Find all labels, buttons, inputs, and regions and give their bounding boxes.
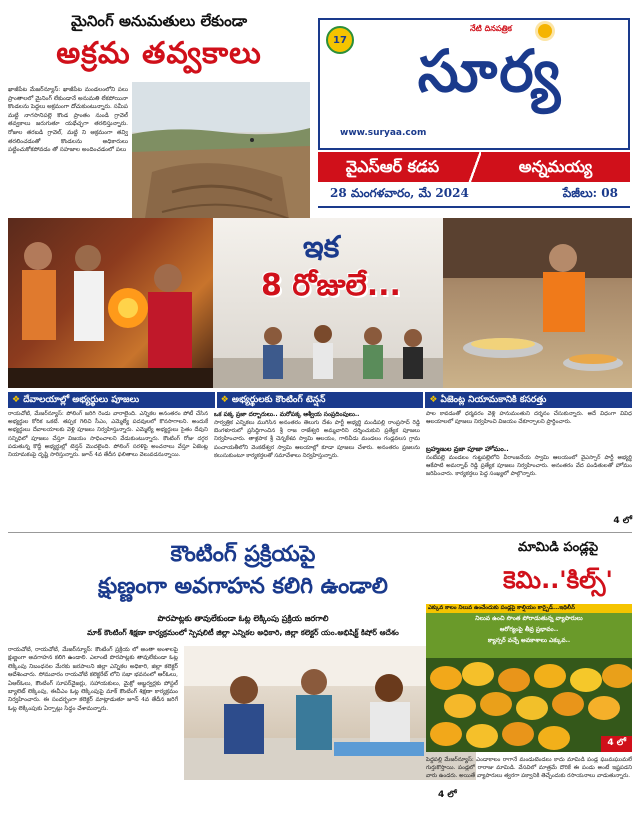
food-offering-photo xyxy=(443,218,632,388)
counting-subhead-1: పొరపాట్లకు తావులేకుండా ఓట్ల లెక్కింపు ప్రక్రియ జరగాలి xyxy=(157,614,329,623)
mango-kicker: మామిడి పండ్లపై xyxy=(517,540,599,555)
column-2-body: సార్వత్రిక ఎన్నికలు ముగిసిన అనంతరం తెలుగు దేశం పార్టీ అభ్యర్థి మండిపల్లి రాంప్రసాద్ రెడ్డి బెంగళూరులో ప్రసిద్ధిగాంచిన శ్రీ రాజ రాజేశ్వరి అమ్మవారిని దర్శించుకుని ప్రత్యేక పూజలు నిర్వహించారు. తాళ్లపాక శ్రీ చెన్నకేశవ స్వామి ఆలయం, గాలివీడు మండలం గండ్లవలస గ్రామ పంచాయతీలోని వెంకటేశ్వర స్వామి ఆలయాల్లో కూడా పూజలు చేశారు. అనంతరం ప్రజలను కలుసుకుంటూ కార్యకర్తలతో సమావేశాలు నిర్వహిస్తున్నారు. xyxy=(214,420,420,459)
offering-scene-illustration xyxy=(443,218,632,388)
banner-tabs xyxy=(8,392,632,408)
edition-left: వైఎస్ఆర్ కడప xyxy=(318,152,467,182)
banner-tab-1-label: దేవాలయాల్లో అభ్యర్థులు పూజలు xyxy=(23,395,140,405)
page-count: పేజీలు: 08 xyxy=(562,185,618,200)
column-3-page-ref[interactable]: 4 లో xyxy=(613,516,632,526)
mango-strap-4: క్యాన్సర్ వచ్చే అవకాశాలు ఎక్కువ.. xyxy=(487,637,571,644)
column-3-body-2: సంబేపల్లె మండలం గుట్టపల్లెలోని వీరాంజనేయ స్వామి ఆలయంలో వైఎస్సార్ పార్టీ అభ్యర్థి ఆకేపాటి అమర్నాథ్ రెడ్డి ప్రత్యేక పూజలు నిర్వహించారు. అనంతరం వేద పండితులతో హోమం జరిపించారు. కార్యకర్తలు పెద్ద సంఖ్యలో పాల్గొన్నారు. xyxy=(426,455,632,478)
anniversary-number: 17 xyxy=(333,35,347,46)
banner-center xyxy=(213,218,443,388)
banner-photo-strip xyxy=(8,218,632,388)
tab-bullet-icon: ❖ xyxy=(12,395,24,405)
counting-page-ref[interactable]: 4 లో xyxy=(438,790,457,800)
dateline-bar xyxy=(318,182,630,208)
column-3-body: పాల కావడంతో ధర్మవరం వెళ్లి హనుమంతుని దర్శనం చేసుకున్నారు. అదే విధంగా వివిధ ఆలయాలలో పూజలు నిర్వహించి విజయం చేకూర్చాలని ప్రార్థించారు. xyxy=(426,411,632,426)
masthead xyxy=(318,18,630,150)
tab-bullet-icon: ❖ xyxy=(220,395,232,405)
mining-site-photo xyxy=(132,82,310,238)
tab-bullet-icon: ❖ xyxy=(429,395,441,405)
mango-page-ref[interactable]: 4 లో xyxy=(601,736,632,752)
mango-strap-1: ఎక్కువ కాలం నిలువ ఉంచేందుకు పండ్లపై కాల్షియం కార్బైడ్...ఇథిలీన్ xyxy=(426,604,632,613)
masthead-title: సూర్య xyxy=(417,37,563,105)
mango-strap-box xyxy=(426,604,632,658)
banner-tab-3-label: ఏజెంట్ల నియామకానికి కసరత్తు xyxy=(440,395,547,405)
mango-headline: కెమి..'కిల్స్' xyxy=(503,566,613,594)
column-3-subheading: బ్రహ్మణుల వ్రజా పూజా హోమం.. xyxy=(426,445,509,453)
mango-photo xyxy=(426,658,632,752)
section-divider xyxy=(8,532,632,533)
counting-staff-illustration xyxy=(213,318,443,388)
column-2 xyxy=(214,410,420,520)
edition-divider xyxy=(467,152,481,182)
counting-body: రాయచోటి, రాయచోటి, మేజర్‌న్యూస్‌: కౌంటింగ్ ప్రక్రియ లో అంతా అంశాలపై క్షుణ్ణంగా అవగాహన కలిగి ఉండాలి. ఎలాంటి పొరపాట్లకు తావులేకుండా ఓట్ల లెక్కింపు నిబంధనల మేరకు జరపాలని జిల్లా ఎన్నికల అధికారి, జిల్లా కలెక్టర్ ఆదేశించారు. సోమవారం రాయచోటి కలెక్టరేట్ లోని సభా భవనంలో ఆర్‌ఓలు, ఏఆర్‌ఓలు, కౌంటింగ్ సూపర్‌వైజర్లు, సహాయకులు, మైక్రో అబ్జర్వర్లకు పోస్టల్ బ్యాలెట్ లెక్కింపు, ఈవీఎం ఓట్ల లెక్కింపుపై మాక్ కౌంటింగ్ శిక్షణా కార్యక్రమం నిర్వహించారు. ఈ సందర్భంగా కలెక్టర్ మాట్లాడుతూ జూన్ 4వ తేదీన జరిగే ఓట్ల లెక్కింపుకు ఏర్పాట్లు సిద్ధం చేశామన్నారు. xyxy=(8,647,178,712)
mining-terrain-illustration xyxy=(132,82,310,238)
mango-strap-2: నిలువ ఉంచి సొంత పోరాడుతున్న వ్యాపారులు xyxy=(475,615,583,622)
counting-headline-2: క్షుణ్ణంగా అవగాహన కలిగి ఉండాలి xyxy=(98,574,388,599)
banner-tab-2-label: అభ్యర్థులకు కౌంటింగ్ టెన్షన్ xyxy=(231,395,326,405)
banner-headline-main: 8 రోజులే... xyxy=(261,268,401,303)
top-story-body: ఖాజీపేట మేజర్‌న్యూస్‌: ఖాజీపేట మండలంలోని పలు ప్రాంతాలలో మైనింగ్ లేకుండానే అనుమతి లేకపోయినా కొండలను పెద్దలు అక్రమంగా దోచుకుంటున్నారు. సమీప మట్టి నాగసానిపల్లె కొండ ప్రాంతం నుండి గ్రావెల్ తవ్వకాలు జరుగుతూ యథేచ్ఛగా తరలిస్తున్నారు. రోజుల తరబడి గ్రావెల్, మట్టి ని అక్రమంగా తవ్వి తరలించడంతో కొండలను అధికారులు పట్టించుకోకపోవడం తో సహజాల అందించడంలో పలు xyxy=(8,87,128,154)
masthead-tagline: నేటి దినపత్రిక xyxy=(470,24,512,33)
mango-strap-3: ఆరోగ్యంపై తీవ్ర ప్రభావం.. xyxy=(499,626,559,633)
counting-subhead-2: మాక్ కౌంటింగ్ శిక్షణా కార్యక్రమంలో స్పెషలిటీ జిల్లా ఎన్నికల అధికారి, జిల్లా కలెక్టర్ యం.అభిషిక్ట్ కిషోర్ ఆదేశం xyxy=(87,628,399,637)
banner-headline-top: ఇక xyxy=(303,230,340,265)
temple-worship-photo xyxy=(8,218,213,388)
banner-tab-3 xyxy=(425,392,632,408)
edition-right: అన్నమయ్య xyxy=(481,152,630,182)
banner-tab-1 xyxy=(8,392,215,408)
worship-scene-illustration xyxy=(8,218,213,388)
banner-tab-2 xyxy=(217,392,424,408)
column-1-body: రాయచోటి, మేజర్‌న్యూస్‌: పోలింగ్ జరిగి రెండు వారాలైంది. ఎన్నికల అనంతరం పోటీ చేసిన అభ్యర్థుల కోరిక ఒకటే. తప్పక గెలిచి సీఎం, ఎమ్మెల్యే పదవులలో కొనసాగాలని. అందుకే అభ్యర్థులు దేవాలయాలకు వెళ్లి పూజలు నిర్వహిస్తున్నారు. ఎమ్మెల్యే అభ్యర్థులు సైతం దేవుని సన్నిధిలో పూజలు చేస్తూ విజయం సాధించాలని వేడుకుంటున్నారు. కౌంటింగ్ రోజు దగ్గర పడుతున్న కొద్దీ అభ్యర్థుల్లో టెన్షన్ మొదలైంది. పోలింగ్ సరళిపై అంచనాలు వేస్తూ ఏజెంట్ల నియామకంపై దృష్టి సారిస్తున్నారు. జూన్ 4వ తేదీన ఫలితాలు వెలువడనున్నాయి. xyxy=(8,411,208,459)
mango-body: పెద్దపల్లి మేజర్‌న్యూస్‌: ఎండాకాలం రాగానే మండుటెండలు కాదు మామిడి పండ్ల ఘుమఘుమలే గుర్తుకొస్తాయి. పండ్లలో రారాజు మామిడి. వేసవిలో మాత్రమే దొరికే ఈ పండు అంటే ఇష్టపడని వారు ఉండరు. అయితే వ్యాపారులు త్వరగా పక్వానికి తెచ్చేందుకు రసాయనాలు వాడుతున్నారు. xyxy=(426,757,632,780)
top-story-headline: అక్రమ తవ్వకాలు xyxy=(56,36,262,71)
dateline: 28 మంగళవారం, మే 2024 xyxy=(330,185,469,200)
anniversary-badge xyxy=(326,26,354,54)
edition-bar xyxy=(318,152,630,182)
top-story xyxy=(8,10,310,238)
masthead-website[interactable]: www.suryaa.com xyxy=(340,128,427,138)
column-2-heading: ఒక పక్క ప్రజా దర్బారులు.. మరోపక్క ఆశ్వీయ సంప్రదింపులు.. xyxy=(214,411,360,418)
column-3 xyxy=(426,410,632,528)
counting-headline-1: కౌంటింగ్ ప్రక్రియపై xyxy=(170,542,316,567)
top-story-kicker: మైనింగ్ అనుమతులు లేకుండా xyxy=(70,12,248,30)
